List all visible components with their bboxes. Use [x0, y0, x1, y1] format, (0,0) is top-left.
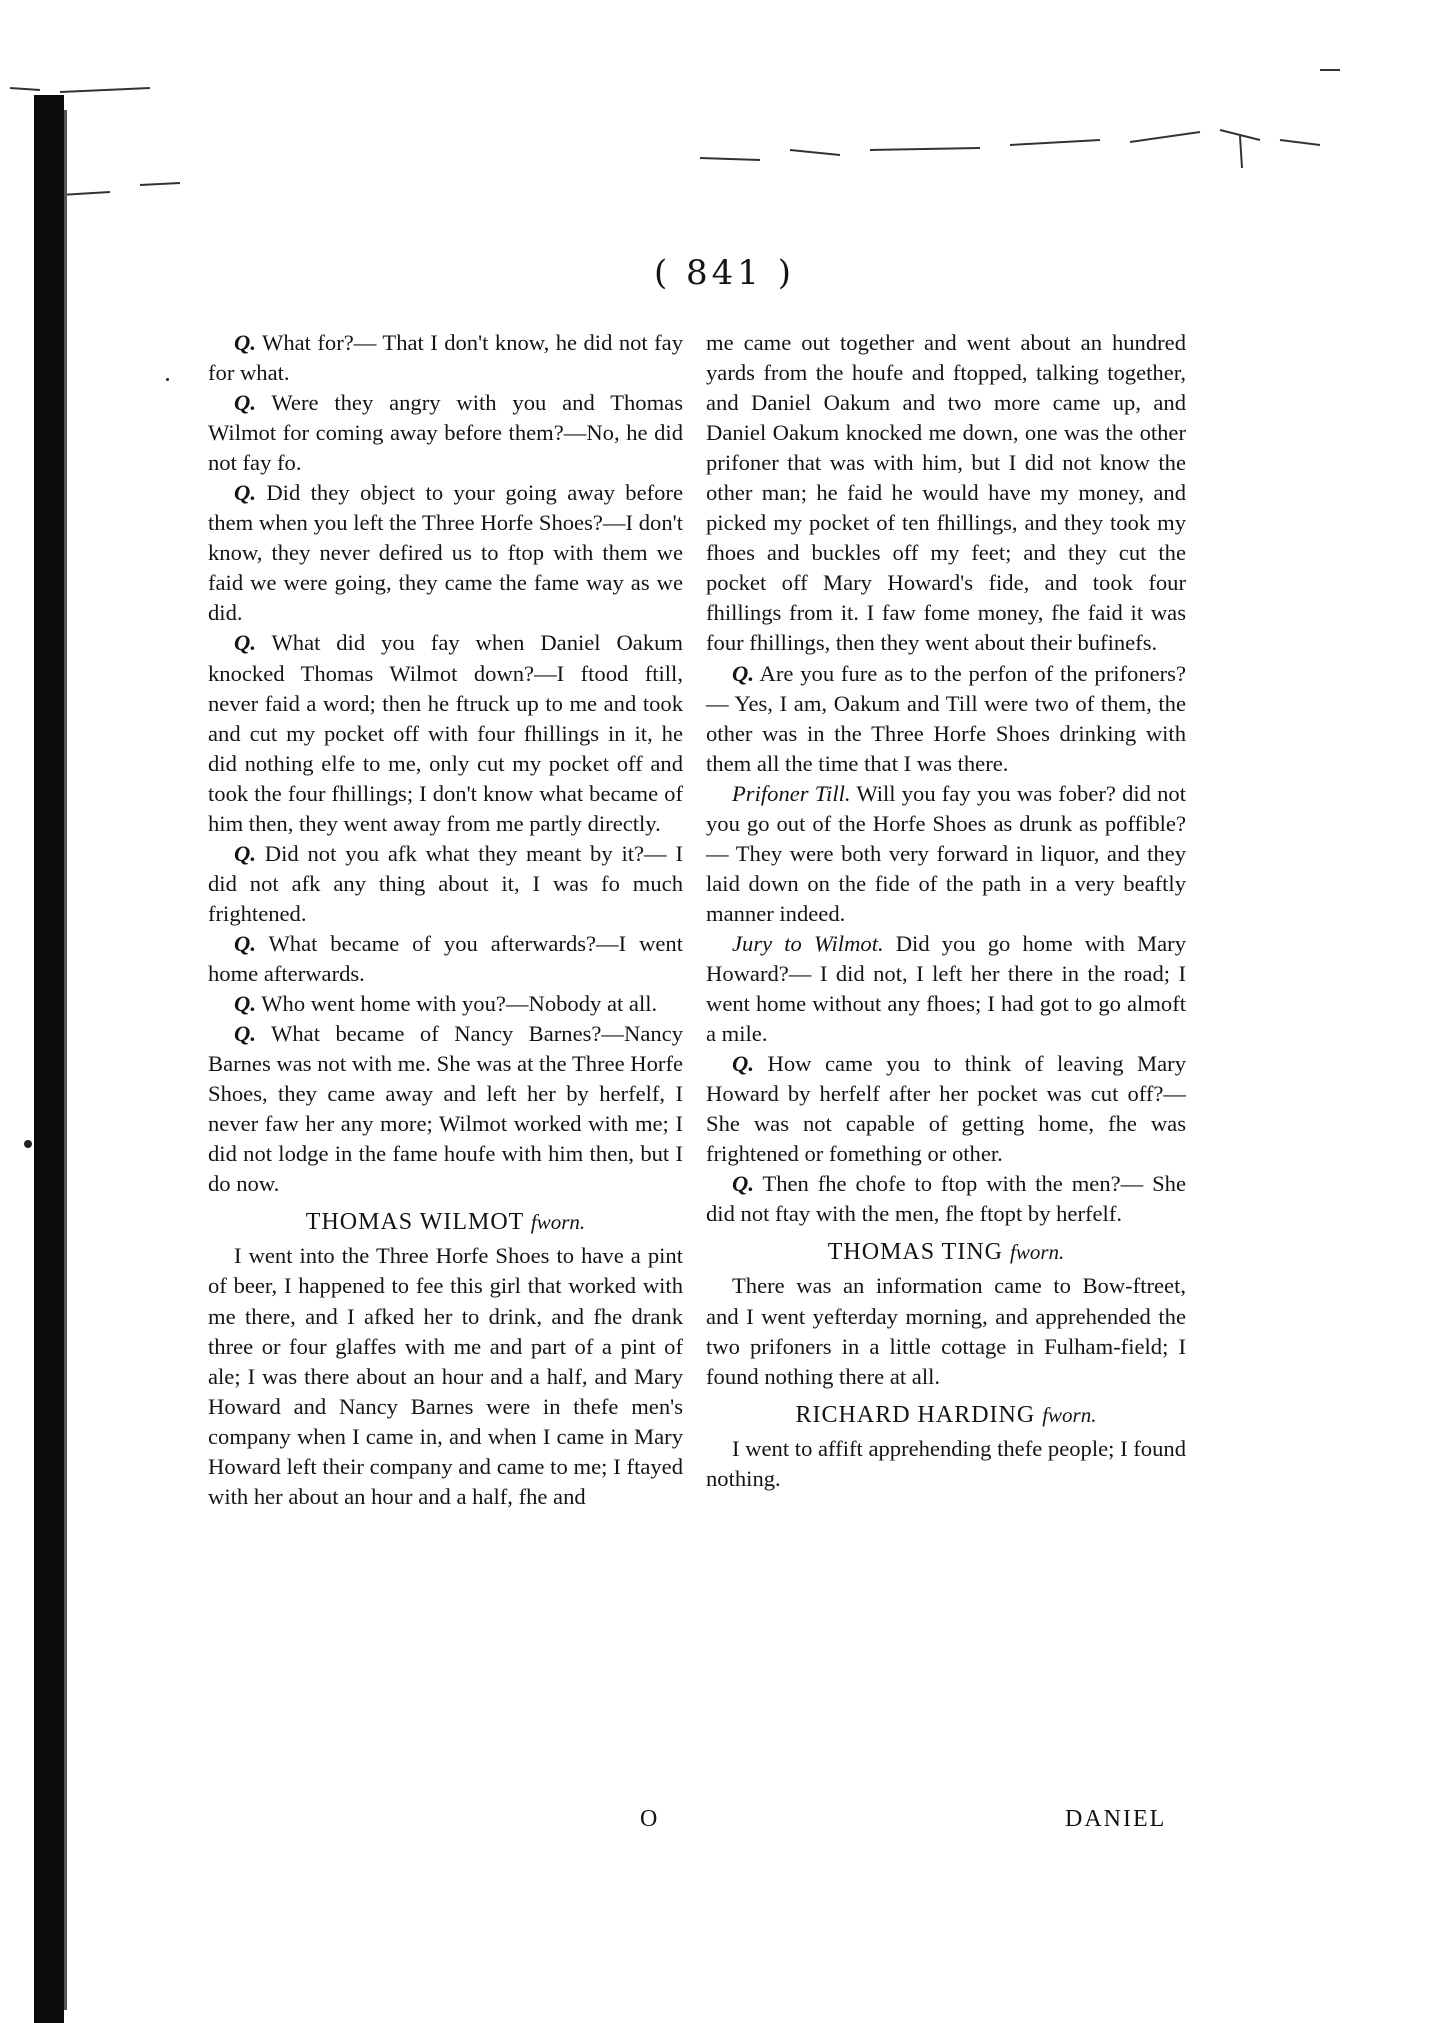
catchword: DANIEL — [1065, 1806, 1167, 1832]
qa-text: Then fhe chofe to ftop with the men?— She did not ftay with the men, fhe ftopt by herfelf. — [706, 1171, 1186, 1227]
qa-text: Are you fure as to the perfon of the prifoners?— Yes, I am, Oakum and Till were two of them, the other was in the Three Horfe Shoes drinking with them all the time that I was there. — [706, 660, 1186, 776]
qa-text: What did you fay when Daniel Oakum knocked Thomas Wilmot down?—I ftood ftill, never faid a word; then he ftruck up to me and took and cut my pocket off with four fhillings in it, he did nothing elfe to me, only cut my pocket off and took the four fhillings; I don't know what became of him then, they went away from me partly directly. — [208, 630, 683, 836]
witness-heading-harding — [706, 1400, 1186, 1430]
qa-paragraph — [208, 929, 683, 989]
qa-text: Did they object to your going away before them when you left the Three Horfe Shoes?—I don't know, they never defired us to ftop with them we faid we were going, they came the fame way as we did. — [208, 480, 683, 626]
ting-testimony: There was an information came to Bow-ftreet, and I went yefterday morning, and apprehended the two prifoners in a little cottage in Fulham-field; I found nothing there at all. — [706, 1273, 1186, 1389]
sworn-label: fworn. — [530, 1210, 586, 1235]
left-column — [208, 328, 683, 1512]
right-qa-list — [706, 659, 1186, 1230]
question-marker: Q. — [234, 991, 256, 1017]
question-marker: Q. — [234, 1021, 256, 1047]
left-qa-list — [208, 328, 683, 1199]
qa-paragraph — [208, 328, 683, 388]
qa-paragraph — [208, 478, 683, 628]
ink-speck — [166, 378, 169, 381]
qa-paragraph — [208, 628, 683, 838]
right-column — [706, 328, 1186, 1494]
question-marker: Q. — [234, 390, 256, 416]
question-marker: Q. — [234, 330, 256, 355]
book-binding-shadow — [34, 95, 64, 2023]
book-binding-edge — [64, 110, 67, 2010]
signature-mark: O — [640, 1806, 658, 1832]
qa-paragraph — [706, 779, 1186, 929]
wilmot-testimony: I went into the Three Horfe Shoes to have a pint of beer, I happened to fee this girl that worked with me there, and I afked her to drink, and fhe drank three or four glaffes with me and part of a pint of ale; I was there about an hour and a half, and Mary Howard and Nancy Barnes were in thefe men's company when I came in, and when I came in Mary Howard left their company and came to me; I ftayed with her about an hour and a half, fhe and — [208, 1243, 683, 1509]
qa-text: What became of Nancy Barnes?—Nancy Barnes was not with me. She was at the Three Horfe Shoes, they came away and left her by herfelf, I never faw her any more; Wilmot worked with me; I did not lodge in the fame houfe with him then, but I do now. — [208, 1021, 683, 1197]
qa-paragraph — [706, 1049, 1186, 1169]
qa-paragraph — [706, 659, 1186, 779]
qa-text: Will you fay you was fober? did not you go out of the Horfe Shoes as drunk as poffible? — They were both very forward in liquor, and they laid down on the fide of the path in a very beaftly manner indeed. — [706, 780, 1186, 926]
speaker-label: Jury to Wilmot. — [732, 930, 884, 956]
question-marker: Q. — [732, 660, 754, 686]
qa-text: How came you to think of leaving Mary Howard by herfelf after her pocket was cut off?—She was not capable of getting home, fhe was frightened or fomething or other. — [706, 1051, 1186, 1167]
question-marker: Q. — [732, 1171, 754, 1197]
qa-paragraph — [208, 1019, 683, 1199]
witness-name: THOMAS TING — [827, 1239, 1003, 1266]
qa-text: Who went home with you?—Nobody at all. — [255, 991, 658, 1017]
ink-speck — [24, 1140, 32, 1148]
qa-text: Did you go home with Mary Howard?— I did not, I left her there in the road; I went home without any fhoes; I had got to go almoft a mile. — [706, 930, 1186, 1047]
speaker-label: Prifoner Till. — [732, 780, 851, 806]
question-marker: Q. — [732, 1051, 754, 1077]
qa-paragraph — [208, 839, 683, 929]
page-number: ( 841 ) — [653, 253, 796, 293]
question-marker: Q. — [234, 480, 256, 506]
scan-noise-marks — [0, 0, 1449, 200]
question-marker: Q. — [234, 630, 256, 656]
qa-paragraph — [706, 1169, 1186, 1229]
harding-testimony: I went to affift apprehending thefe people; I found nothing. — [706, 1435, 1186, 1491]
witness-heading-ting — [706, 1237, 1186, 1267]
qa-text: Did not you afk what they meant by it?— I did not afk any thing about it, I was fo much frightened. — [208, 840, 683, 926]
wilmot-testimony-continued: me came out together and went about an hundred yards from the houfe and ftopped, talking together, and Daniel Oakum and two more came up, and Daniel Oakum knocked me down, one was the other prifoner that was with him, but I did not know the other man; he faid he would have my money, and picked my pocket of ten fhillings, and they took my fhoes and buckles off my feet; and they cut the pocket off Mary Howard's fide, and took four fhillings from it. I faw fome money, fhe faid it was four fhillings, then they went about their bufinefs. — [706, 330, 1186, 656]
qa-text: What for?— That I don't know, he did not fay for what. — [208, 330, 683, 386]
qa-text: Were they angry with you and Thomas Wilmot for coming away before them?—No, he did not fay fo. — [208, 390, 683, 476]
question-marker: Q. — [234, 930, 256, 956]
qa-paragraph — [208, 989, 683, 1019]
sworn-label: fworn. — [1042, 1402, 1097, 1427]
witness-name: RICHARD HARDING — [795, 1401, 1036, 1428]
qa-paragraph — [208, 388, 683, 478]
witness-name: THOMAS WILMOT — [305, 1209, 524, 1236]
question-marker: Q. — [234, 840, 256, 866]
sworn-label: fworn. — [1009, 1240, 1065, 1265]
qa-text: What became of you afterwards?—I went home afterwards. — [208, 930, 683, 986]
qa-paragraph — [706, 929, 1186, 1049]
witness-heading-wilmot — [208, 1207, 683, 1237]
